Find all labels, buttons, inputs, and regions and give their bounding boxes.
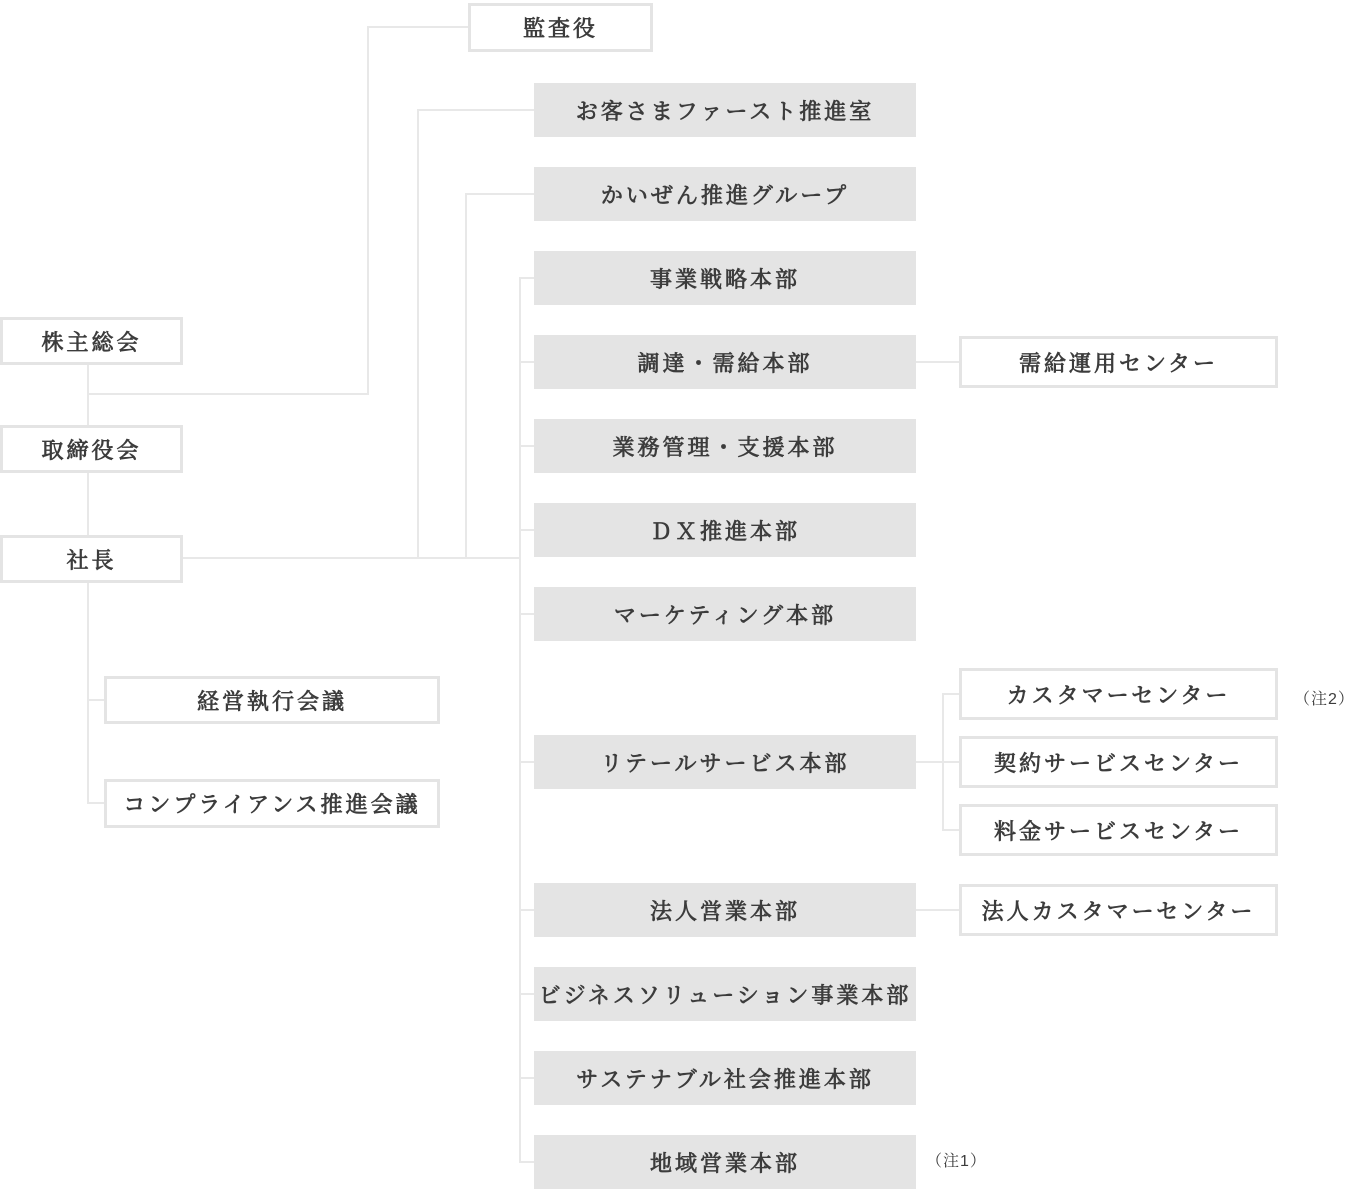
- node-customer-first-promotion-office: お客さまファースト推進室: [534, 83, 916, 137]
- connector-line: [916, 361, 959, 363]
- footnote-1-marker: （注1）: [926, 1153, 987, 1170]
- connector-line: [942, 693, 959, 695]
- footnote-2-marker: （注2）: [1294, 691, 1355, 708]
- connector-line: [519, 277, 521, 1163]
- node-shareholders-meeting: 株主総会: [0, 317, 183, 365]
- node-business-solution-division: ビジネスソリューション事業本部: [534, 967, 916, 1021]
- connector-line: [519, 993, 534, 995]
- connector-line: [465, 193, 534, 195]
- connector-line: [519, 909, 534, 911]
- connector-line: [519, 761, 534, 763]
- node-president: 社長: [0, 535, 183, 583]
- node-dx-promotion-division: ＤＸ推進本部: [534, 503, 916, 557]
- connector-line: [519, 361, 534, 363]
- node-board-of-directors: 取締役会: [0, 425, 183, 473]
- node-contract-service-center: 契約サービスセンター: [959, 736, 1278, 788]
- connector-line: [183, 557, 521, 559]
- node-regional-sales-division: 地域営業本部: [534, 1135, 916, 1189]
- node-kaizen-promotion-group: かいぜん推進グループ: [534, 167, 916, 221]
- node-management-execution-meeting: 経営執行会議: [104, 676, 440, 724]
- node-sustainable-society-promotion-division: サステナブル社会推進本部: [534, 1051, 916, 1105]
- node-procurement-supply-demand-division: 調達・需給本部: [534, 335, 916, 389]
- node-retail-service-division: リテールサービス本部: [534, 735, 916, 789]
- connector-line: [87, 473, 89, 535]
- connector-line: [519, 1161, 534, 1163]
- connector-line: [916, 909, 959, 911]
- connector-line: [519, 529, 534, 531]
- node-customer-center: カスタマーセンター: [959, 668, 1278, 720]
- connector-line: [367, 26, 468, 28]
- node-corporate-sales-division: 法人営業本部: [534, 883, 916, 937]
- node-corporate-customer-center: 法人カスタマーセンター: [959, 884, 1278, 936]
- connector-line: [465, 193, 467, 559]
- connector-line: [916, 761, 959, 763]
- connector-line: [519, 277, 534, 279]
- connector-line: [87, 583, 89, 804]
- node-supply-demand-operation-center: 需給運用センター: [959, 336, 1278, 388]
- connector-line: [87, 365, 89, 425]
- connector-line: [417, 109, 419, 559]
- connector-line: [942, 693, 944, 831]
- node-billing-service-center: 料金サービスセンター: [959, 804, 1278, 856]
- connector-line: [519, 445, 534, 447]
- connector-line: [417, 109, 534, 111]
- node-business-strategy-division: 事業戦略本部: [534, 251, 916, 305]
- node-operations-management-support-division: 業務管理・支援本部: [534, 419, 916, 473]
- node-marketing-division: マーケティング本部: [534, 587, 916, 641]
- connector-line: [942, 829, 959, 831]
- connector-line: [87, 393, 369, 395]
- connector-line: [519, 613, 534, 615]
- connector-line: [367, 26, 369, 395]
- node-compliance-promotion-meeting: コンプライアンス推進会議: [104, 779, 440, 828]
- connector-line: [519, 1077, 534, 1079]
- node-auditor: 監査役: [468, 3, 653, 52]
